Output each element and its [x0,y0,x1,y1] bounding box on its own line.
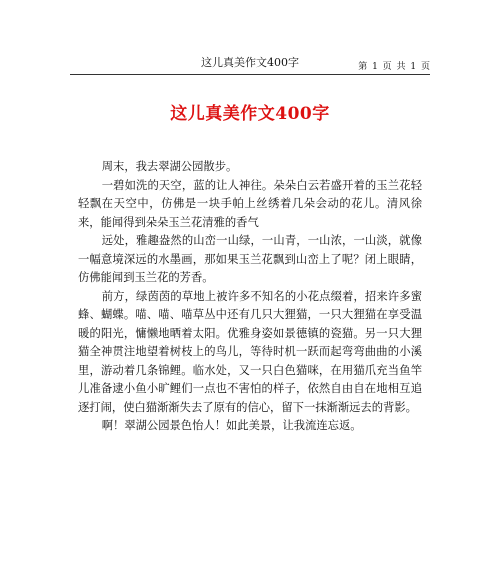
header-title: 这儿真美作文400字 [201,56,299,69]
paragraph: 一碧如洗的天空，蓝的让人神往。朵朵白云若盛开着的玉兰花轻轻飘在天空中，仿佛是一块手帕上丝绣着几朵会动的花儿。清风徐来，能闻得到朵朵玉兰花清雅的香气 [78,178,422,229]
document-body [78,158,422,436]
page-header [70,52,430,75]
document-title: 这儿真美作文400字 [170,104,330,124]
paragraph: 周末，我去翠湖公园散步。 [101,160,238,173]
paragraph: 远处，雅趣盎然的山峦一山绿，一山青，一山浓，一山淡，就像一幅意境深远的水墨画，那如果玉兰花飘到山峦上了呢？闭上眼睛，仿佛能闻到玉兰花的芳香。 [78,234,422,284]
page-counter: 第 1 页 共 1 页 [358,62,430,72]
paragraph: 啊！翠湖公园景色怡人！如此美景，让我流连忘返。 [101,419,362,432]
paragraph: 前方，绿茵茵的草地上被许多不知名的小花点缀着，招来许多蜜蜂、蝴蝶。喵、喵、喵草丛中还有几只大狸猫，一只大狸猫在享受温暖的阳光，慵懒地晒着太阳。优雅身姿如景德镇的瓷猫。另一只大狸猫全神贯注地望着树枝上的鸟儿，等待时机一跃而起弯弯曲曲的小溪里，游动着几条锦鲤。临水处，又一只白色猫咪，在用猫爪充当鱼竿儿准备逮小鱼小旷鲤们一点也不害怕的样子，依然自由自在地相互追逐打闹，使白猫渐渐失去了原有的信心，留下一抹渐渐远去的背影。 [78,289,422,414]
